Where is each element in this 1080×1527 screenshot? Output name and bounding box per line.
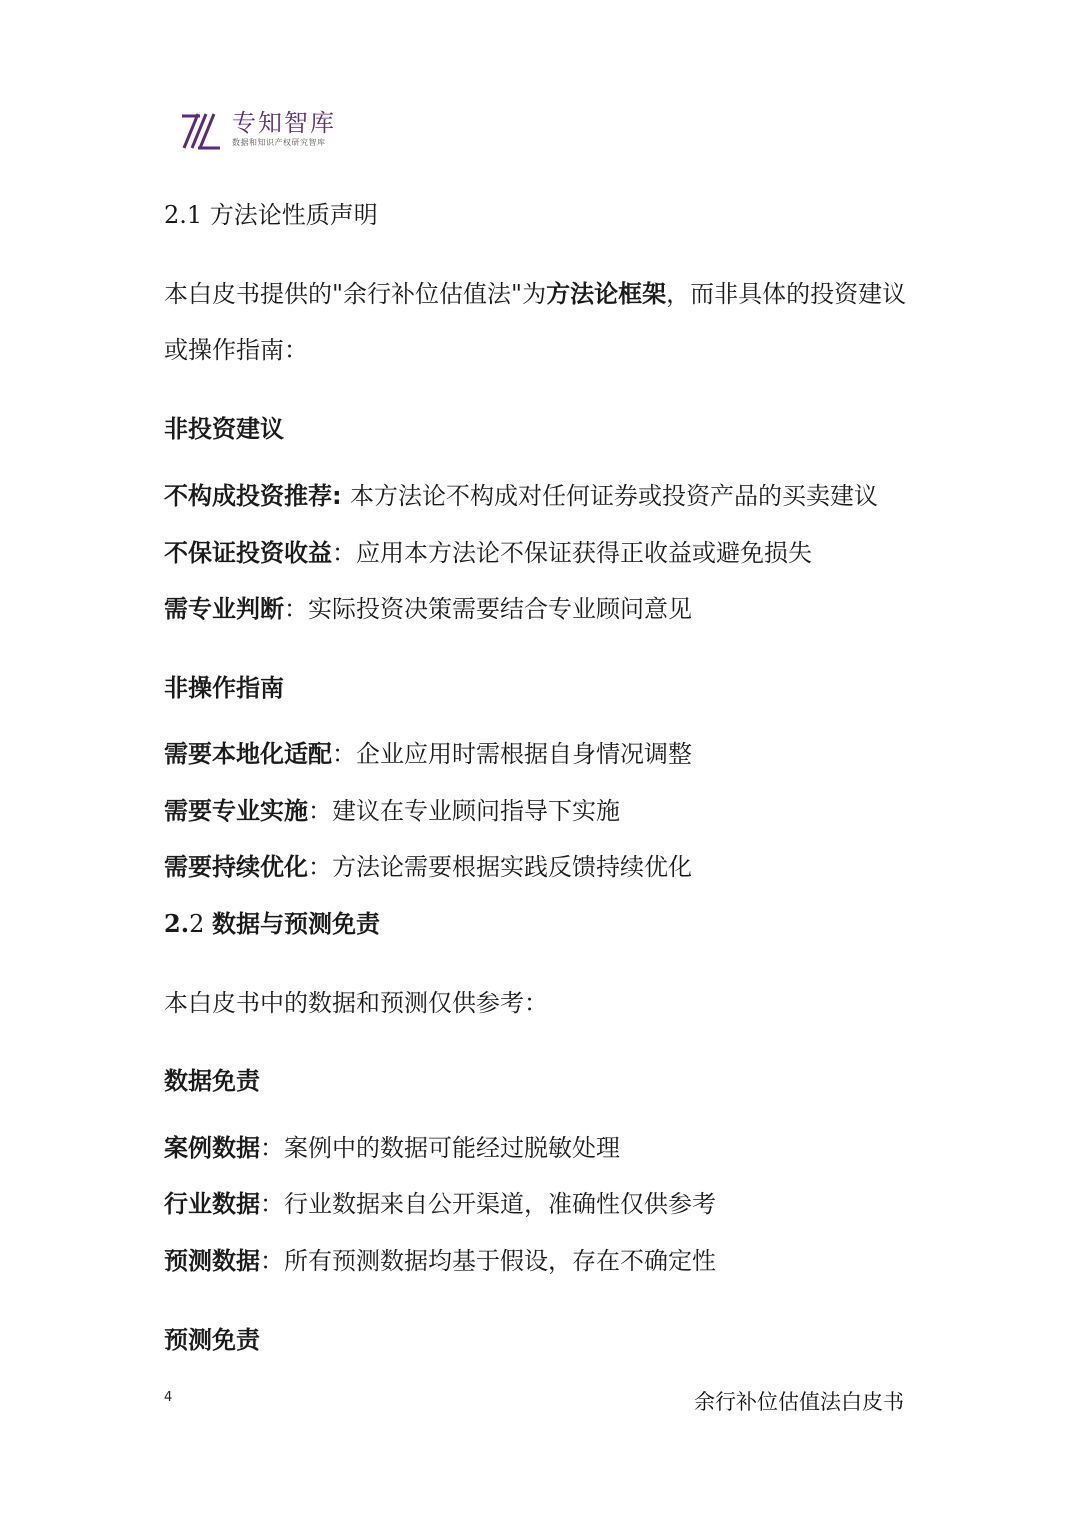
list-item: 需要本地化适配：企业应用时需根据自身情况调整 [164, 740, 692, 768]
logo-mark-icon [180, 108, 226, 152]
logo-title: 专知智库 [232, 109, 336, 137]
list-item: 不构成投资推荐: 本方法论不构成对任何证券或投资产品的买卖建议 [164, 482, 878, 510]
group-title-data: 数据免责 [164, 1067, 260, 1095]
section-2-2-intro: 本白皮书中的数据和预测仅供参考： [164, 989, 548, 1017]
section-2-2-heading: 2.2 数据与预测免责 [164, 909, 380, 938]
group-title-non-invest: 非投资建议 [164, 415, 284, 443]
list-item: 预测数据：所有预测数据均基于假设，存在不确定性 [164, 1247, 716, 1275]
section-2-1-heading [164, 200, 930, 230]
section-title: 数据与预测免责 [211, 910, 380, 938]
list-item: 需要持续优化：方法论需要根据实践反馈持续优化 [164, 853, 692, 881]
logo-subtitle: 数据和知识产权研究智库 [232, 138, 326, 147]
list-item: 行业数据：行业数据来自公开渠道，准确性仅供参考 [164, 1190, 716, 1218]
list-item: 不保证投资收益：应用本方法论不保证获得正收益或避免损失 [164, 539, 812, 567]
group-title-forecast: 预测免责 [164, 1326, 260, 1354]
group-title-non-operation: 非操作指南 [164, 674, 284, 702]
footer-doc-title: 余行补位估值法白皮书 [694, 1390, 904, 1414]
list-item: 案例数据：案例中的数据可能经过脱敏处理 [164, 1134, 620, 1162]
section-number: 2.1 [164, 201, 203, 229]
section-title: 方法论性质声明 [209, 201, 378, 229]
intro-emphasis: 方法论框架 [546, 280, 667, 308]
list-item: 需专业判断：实际投资决策需要结合专业顾问意见 [164, 595, 692, 623]
section-2-1-intro: 本白皮书提供的"余行补位估值法"为方法论框架，而非具体的投资建议或操作指南： [164, 280, 907, 364]
list-item: 需要专业实施：建议在专业顾问指导下实施 [164, 797, 620, 825]
page-number: 4 [164, 1390, 173, 1405]
logo [180, 108, 336, 152]
